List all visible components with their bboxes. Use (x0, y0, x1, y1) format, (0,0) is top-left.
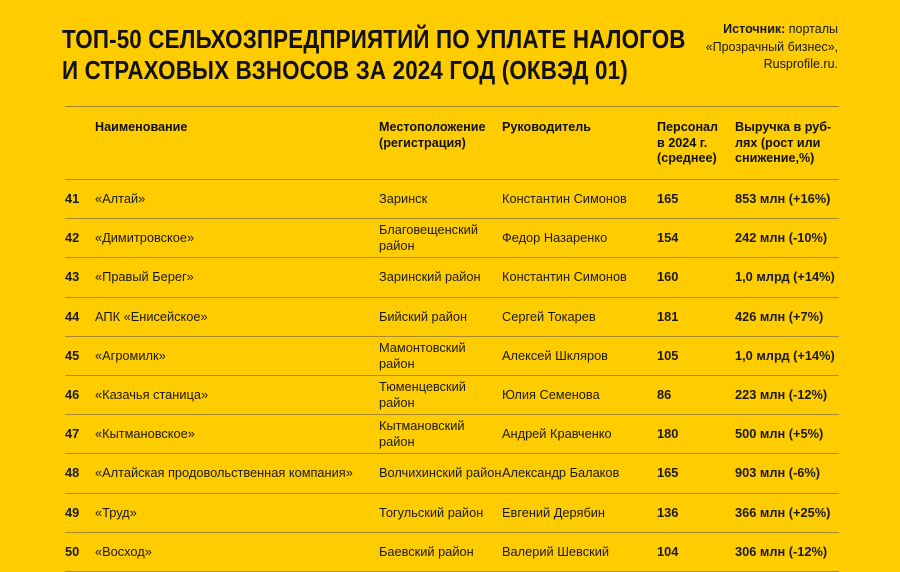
cell-staff: 165 (657, 191, 679, 207)
table-row[interactable] (65, 180, 839, 218)
source-note (618, 21, 838, 74)
cell-location: Кытмановский район (379, 418, 465, 450)
column-header-location (379, 120, 502, 151)
cell-staff: 165 (657, 465, 679, 481)
table-row[interactable] (65, 258, 839, 296)
cell-location: Тюменцевский район (379, 379, 466, 411)
ranking-table (65, 106, 839, 572)
column-header-location-line-2: (регистрация) (379, 135, 466, 150)
cell-rank: 50 (65, 543, 80, 559)
cell-rank: 48 (65, 465, 80, 481)
table-row[interactable] (65, 298, 839, 336)
cell-name: «Кытмановское» (95, 426, 195, 442)
page-title-line-1: ТОП-50 СЕЛЬХОЗПРЕДПРИЯТИЙ ПО УПЛАТЕ НАЛОГОВ (62, 24, 686, 54)
cell-director: Евгений Дерябин (502, 504, 605, 520)
page-title-line-2: И СТРАХОВЫХ ВЗНОСОВ ЗА 2024 ГОД (ОКВЭД 01) (62, 55, 628, 85)
cell-rank: 49 (65, 504, 80, 520)
cell-director: Александр Балаков (502, 465, 620, 481)
cell-director: Федор Назаренко (502, 230, 608, 246)
cell-name: «Казачья станица» (95, 387, 209, 403)
cell-rank: 47 (65, 426, 80, 442)
table-row[interactable] (65, 337, 839, 375)
column-header-location-line-1: Местоположение (379, 120, 486, 134)
cell-name: «Правый Берег» (95, 269, 194, 285)
cell-location: Волчихинский район (379, 465, 502, 481)
cell-revenue: 242 млн (-10%) (735, 230, 828, 246)
cell-location: Тогульский район (379, 504, 484, 520)
cell-location: Заринск (379, 191, 428, 207)
cell-director: Сергей Токарев (502, 308, 596, 324)
cell-name: «Агромилк» (95, 347, 166, 363)
source-label: Источник: (723, 22, 786, 36)
cell-staff: 181 (657, 308, 679, 324)
cell-name: «Алтай» (95, 191, 146, 207)
cell-rank: 45 (65, 347, 80, 363)
column-header-staff (657, 120, 735, 167)
cell-director: Валерий Шевский (502, 543, 609, 559)
cell-revenue: 366 млн (+25%) (735, 504, 831, 520)
cell-location: Баевский район (379, 543, 474, 559)
table-row[interactable] (65, 219, 839, 257)
column-header-revenue-line-1: Выручка в руб- (735, 120, 832, 134)
cell-revenue: 223 млн (-12%) (735, 387, 828, 403)
cell-name: «Труд» (95, 504, 137, 520)
table-row[interactable] (65, 533, 839, 571)
table-body (65, 180, 839, 572)
table-row[interactable] (65, 415, 839, 453)
source-line-1: порталы (785, 22, 838, 36)
table-header-row (65, 107, 839, 179)
cell-name: АПК «Енисейское» (95, 308, 208, 324)
cell-revenue: 1,0 млрд (+14%) (735, 269, 835, 285)
cell-director: Константин Симонов (502, 269, 627, 285)
cell-name: «Алтайская продовольственная компания» (95, 465, 353, 481)
table-row[interactable] (65, 376, 839, 414)
cell-staff: 160 (657, 269, 679, 285)
cell-revenue: 1,0 млрд (+14%) (735, 347, 835, 363)
source-line-3: Rusprofile.ru. (763, 57, 838, 71)
cell-rank: 44 (65, 308, 80, 324)
cell-rank: 42 (65, 230, 80, 246)
column-header-staff-line-1: Персонал (657, 120, 719, 134)
column-header-revenue-line-2: лях (рост или (735, 135, 821, 150)
cell-staff: 105 (657, 347, 679, 363)
cell-rank: 43 (65, 269, 80, 285)
column-header-revenue-line-3: снижение,%) (735, 151, 815, 165)
cell-staff: 154 (657, 230, 679, 246)
cell-director: Константин Симонов (502, 191, 627, 207)
cell-location: Заринский район (379, 269, 481, 285)
cell-name: «Димитровское» (95, 230, 195, 246)
cell-name: «Восход» (95, 543, 152, 559)
column-header-revenue (735, 120, 839, 167)
source-line-2: «Прозрачный бизнес», (705, 39, 838, 54)
cell-revenue: 853 млн (+16%) (735, 191, 831, 207)
cell-rank: 46 (65, 387, 80, 403)
cell-location: Мамонтовский район (379, 339, 466, 371)
column-header-director: Руководитель (502, 120, 591, 134)
cell-staff: 180 (657, 426, 679, 442)
cell-director: Юлия Семенова (502, 387, 600, 403)
header-band (0, 0, 900, 96)
column-header-staff-line-2: в 2024 г. (657, 135, 708, 150)
cell-staff: 86 (657, 387, 672, 403)
column-header-name: Наименование (95, 120, 188, 134)
cell-location: Благовещенский район (379, 222, 478, 254)
page-title (62, 24, 686, 86)
cell-revenue: 500 млн (+5%) (735, 426, 824, 442)
cell-staff: 136 (657, 504, 679, 520)
cell-revenue: 903 млн (-6%) (735, 465, 821, 481)
cell-revenue: 306 млн (-12%) (735, 543, 828, 559)
table-row[interactable] (65, 494, 839, 532)
cell-director: Алексей Шкляров (502, 347, 608, 363)
column-header-staff-line-3: (среднее) (657, 151, 717, 165)
cell-revenue: 426 млн (+7%) (735, 308, 824, 324)
cell-location: Бийский район (379, 308, 468, 324)
cell-staff: 104 (657, 543, 679, 559)
cell-director: Андрей Кравченко (502, 426, 612, 442)
cell-rank: 41 (65, 191, 80, 207)
table-row[interactable] (65, 454, 839, 492)
